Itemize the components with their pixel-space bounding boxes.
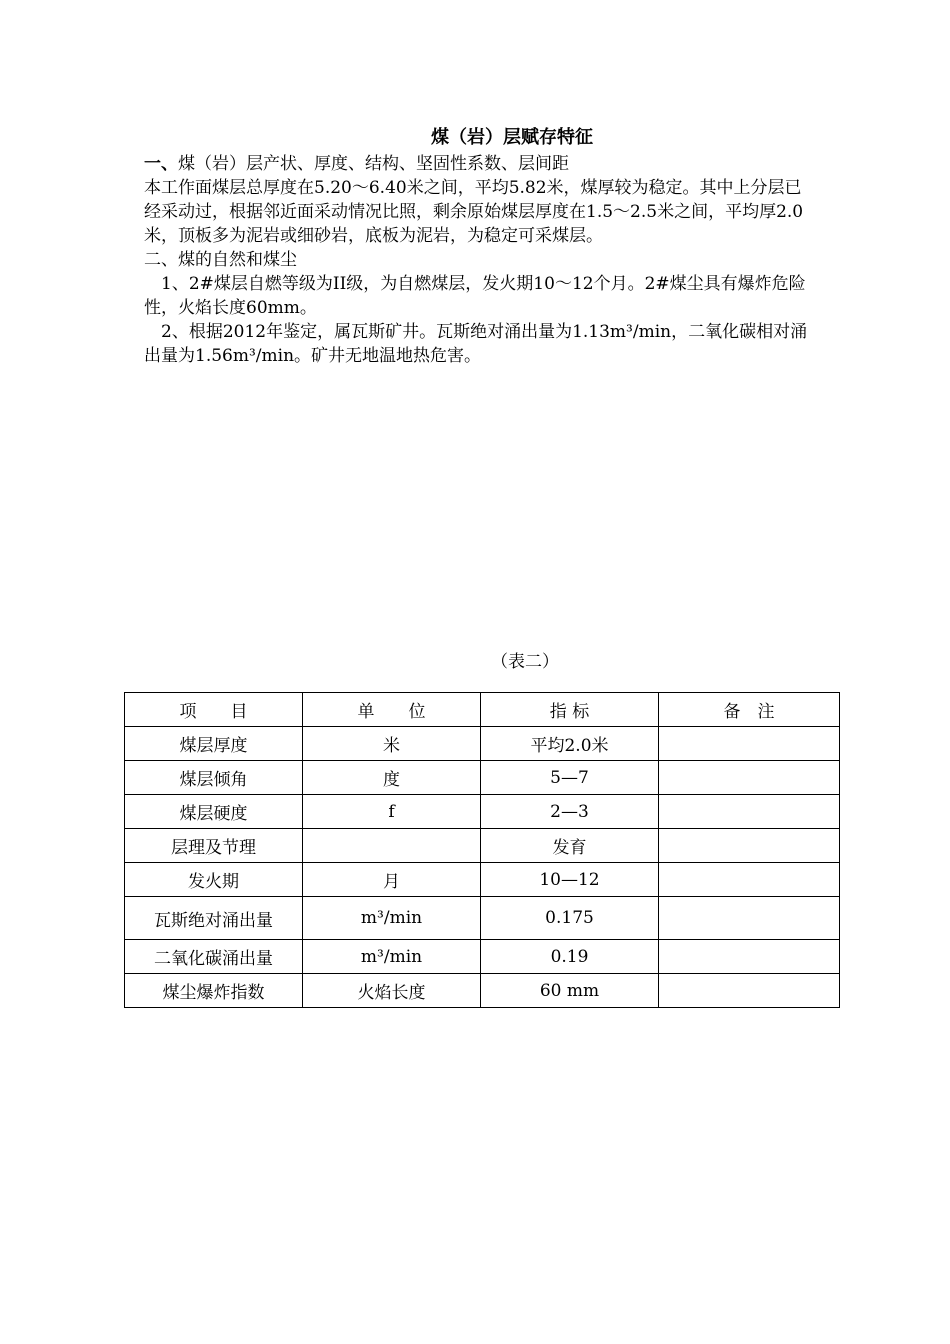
parameters-table	[124, 692, 840, 1008]
table-row	[125, 863, 840, 897]
table-cell: 煤层厚度	[125, 727, 303, 761]
table-cell: 米	[303, 727, 481, 761]
table-cell	[659, 897, 840, 940]
table-cell: 二氧化碳涌出量	[125, 940, 303, 974]
table-caption: （表二）	[491, 652, 559, 672]
section1-heading-text: 煤（岩）层产状、厚度、结构、坚固性系数、层间距	[178, 154, 569, 174]
table-row	[125, 795, 840, 829]
table-header-cell: 项 目	[125, 693, 303, 727]
table-cell: 煤层硬度	[125, 795, 303, 829]
table-cell: f	[303, 795, 481, 829]
table-cell: 层理及节理	[125, 829, 303, 863]
table-row	[125, 727, 840, 761]
table-cell: 发育	[481, 829, 659, 863]
table-row	[125, 897, 840, 940]
table-header-cell: 备 注	[659, 693, 840, 727]
document-title: 煤（岩）层赋存特征	[431, 127, 593, 148]
table-cell: 5—7	[481, 761, 659, 795]
table-cell	[659, 829, 840, 863]
table-cell: 度	[303, 761, 481, 795]
table-cell: 平均2.0米	[481, 727, 659, 761]
table-cell: 2—3	[481, 795, 659, 829]
table-cell: 火焰长度	[303, 974, 481, 1008]
table-header-cell: 单 位	[303, 693, 481, 727]
table-cell: 煤尘爆炸指数	[125, 974, 303, 1008]
table-cell: m³/min	[303, 897, 481, 940]
table-cell	[659, 727, 840, 761]
table-cell	[659, 795, 840, 829]
table-cell	[659, 761, 840, 795]
table-cell: 发火期	[125, 863, 303, 897]
table-row	[125, 829, 840, 863]
table-cell: 煤层倾角	[125, 761, 303, 795]
table-cell: 瓦斯绝对涌出量	[125, 897, 303, 940]
section1-paragraph: 本工作面煤层总厚度在5.20～6.40米之间，平均5.82米，煤厚较为稳定。其中上分层已经采动过，根据邻近面采动情况比照，剩余原始煤层厚度在1.5～2.5米之间，平均厚2.0米，顶板多为泥岩或细砂岩，底板为泥岩，为稳定可采煤层。	[144, 178, 804, 246]
section1-heading	[144, 152, 808, 176]
table-row	[125, 761, 840, 795]
table-cell	[659, 863, 840, 897]
document-body	[144, 152, 808, 368]
table-row	[125, 974, 840, 1008]
table-cell	[303, 829, 481, 863]
section2-heading: 二、煤的自然和煤尘	[144, 250, 297, 270]
table-cell: 0.175	[481, 897, 659, 940]
table-cell	[659, 940, 840, 974]
table-header-row	[125, 693, 840, 727]
table-row	[125, 940, 840, 974]
section2-item-1: 1、2#煤层自燃等级为II级，为自燃煤层，发火期10～12个月。2#煤尘具有爆炸危险性，火焰长度60mm。	[144, 274, 806, 318]
section1-number: 一、	[144, 154, 178, 174]
section2-item-2: 2、根据2012年鉴定，属瓦斯矿井。瓦斯绝对涌出量为1.13m³/min，二氧化碳相对涌出量为1.56m³/min。矿井无地温地热危害。	[144, 322, 808, 366]
table-cell: 60 mm	[481, 974, 659, 1008]
table-cell: 月	[303, 863, 481, 897]
table-cell: 0.19	[481, 940, 659, 974]
table-cell: m³/min	[303, 940, 481, 974]
table-cell: 10—12	[481, 863, 659, 897]
table-header-cell: 指 标	[481, 693, 659, 727]
table-cell	[659, 974, 840, 1008]
